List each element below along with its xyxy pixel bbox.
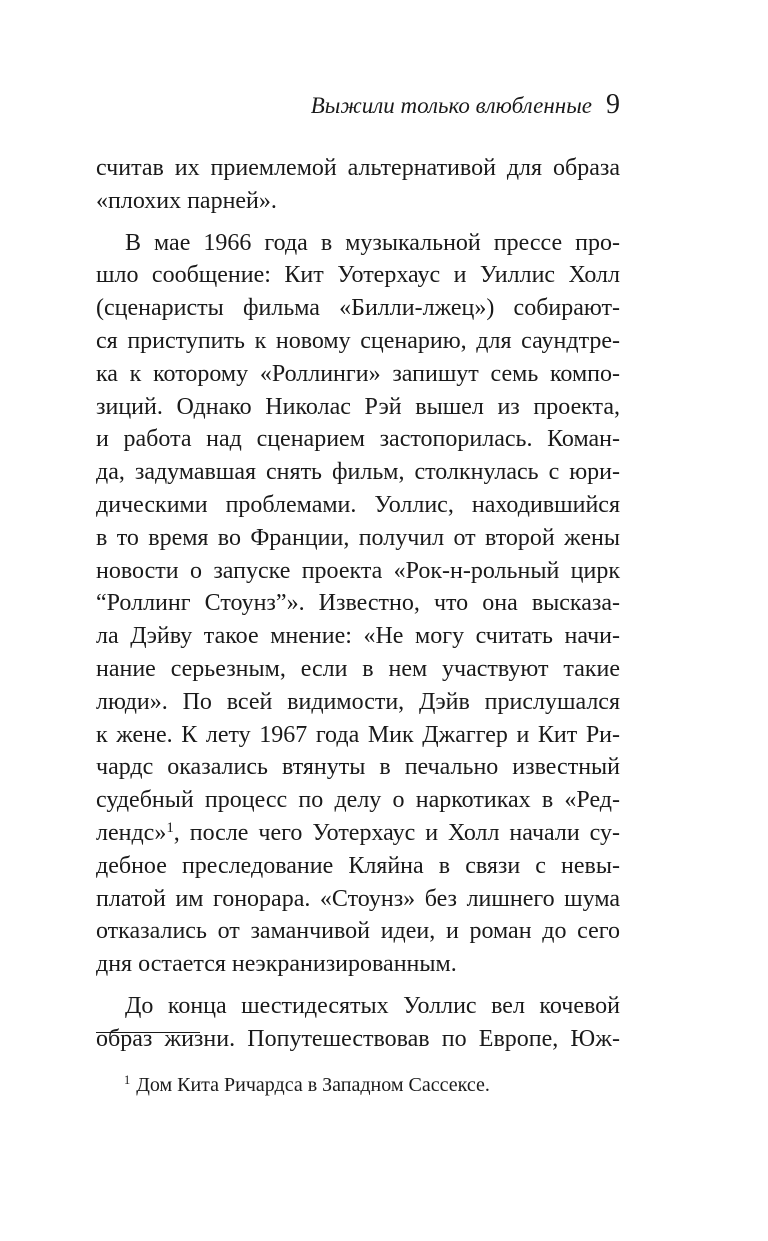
text-line-with-footnote <box>96 817 620 850</box>
text-line: люди». По всей видимости, Дэйв прислушался <box>96 688 620 715</box>
footnote-separator <box>96 1032 200 1033</box>
text-line: чардс оказались втянуты в печально известный <box>96 754 620 781</box>
text-segment: лендс» <box>96 819 167 846</box>
text-line: нание серьезным, если в нем участвуют такие <box>96 655 620 682</box>
text-line: ся приступить к новому сценарию, для саундтре- <box>96 327 620 354</box>
text-line: считав их приемлемой альтернативой для образа <box>96 155 620 181</box>
text-line: да, задумавшая снять фильм, столкнулась с юри- <box>96 459 620 486</box>
text-line: В мае 1966 года в музыкальной прессе про- <box>125 229 620 256</box>
text-line: дня остается неэкранизированным. <box>96 951 457 978</box>
page-number: 9 <box>606 89 620 120</box>
footnote-text: Дом Кита Ричардса в Западном Сассексе. <box>136 1074 490 1096</box>
text-segment: , после чего Уотерхаус и Холл начали су- <box>173 819 620 846</box>
running-head <box>96 88 620 123</box>
footnote <box>124 1072 490 1098</box>
text-line: ла Дэйву такое мнение: «Не могу считать начи- <box>96 623 620 650</box>
text-line: (сценаристы фильма «Билли-лжец») собирают- <box>96 295 620 322</box>
text-line: ка к которому «Роллинги» запишут семь компо- <box>96 360 620 387</box>
text-line: новости о запуске проекта «Рок-н-рольный цирк <box>96 557 620 584</box>
text-line: к жене. К лету 1967 года Мик Джаггер и Кит Ри- <box>96 721 620 748</box>
text-line: шло сообщение: Кит Уотерхаус и Уиллис Холл <box>96 262 620 289</box>
text-line: «плохих парней». <box>96 187 277 214</box>
text-line: и работа над сценарием застопорилась. Коман- <box>96 426 620 453</box>
text-line: отказались от заманчивой идеи, и роман до сего <box>96 918 620 945</box>
text-line: До конца шестидесятых Уоллис вел кочевой <box>125 992 620 1019</box>
text-line: зиций. Однако Николас Рэй вышел из проекта, <box>96 393 620 420</box>
text-line: платой им гонорара. «Стоунз» без лишнего шума <box>96 885 620 912</box>
running-title: Выжили только влюбленные <box>310 93 592 118</box>
footnote-marker: 1 <box>124 1073 131 1088</box>
text-line: в то время во Франции, получил от второй жены <box>96 524 620 551</box>
text-line: образ жизни. Попутешествовав по Европе, Юж- <box>96 1025 620 1052</box>
main-text <box>96 152 620 1056</box>
text-line: дебное преследование Кляйна в связи с невы- <box>96 852 620 879</box>
text-line: “Роллинг Стоунз”». Известно, что она высказа- <box>96 590 620 617</box>
footnote-ref: 1 <box>166 819 174 836</box>
text-line: судебный процесс по делу о наркотиках в «Ред- <box>96 787 620 814</box>
text-line: дическими проблемами. Уоллис, находившийся <box>96 491 620 518</box>
